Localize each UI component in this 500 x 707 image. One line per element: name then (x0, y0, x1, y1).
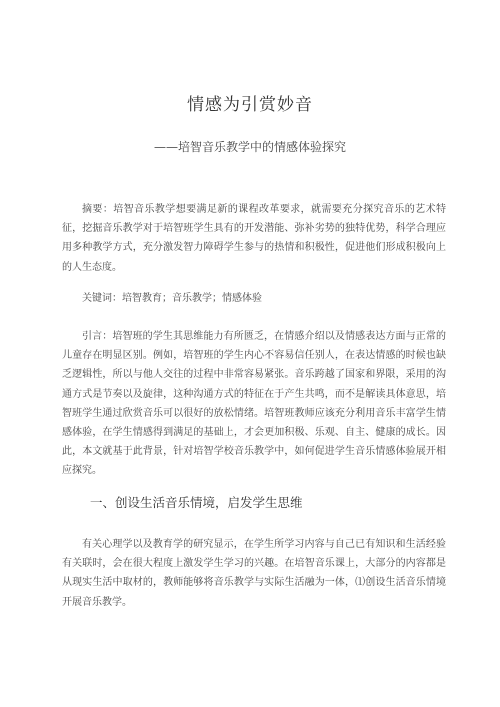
section-heading: 一、创设生活音乐情境，启发学生思维 (90, 495, 303, 510)
introduction-paragraph: 引言：培智班的学生其思维能力有所匮乏，在情感介绍以及情感表达方面与正常的儿童存在明显区别。例如，培智班的学生内心不容易信任别人，在表达情感的时候也缺乏逻辑性，所以与他人交往的过程中非常容易紧张。音乐跨越了国家和界限，采用的沟通方式是节奏以及旋律，这种沟通方式的特征在于产生共鸣，而不是解读具体意思，培智班学生通过欣赏音乐可以很好的放松情绪。培智班教师应该充分利用音乐丰富学生情感体验，在学生情感得到满足的基础上，才会更加积极、乐观、自主、健康的成长。因此，本文就基于此背景，针对培智学校音乐教学中，如何促进学生音乐情感体验展开相应探究。 (62, 331, 446, 477)
body-paragraph: 有关心理学以及教育学的研究显示，在学生所学习内容与自己已有知识和生活经验有关联时，会在很大程度上激发学生学习的兴趣。在培智音乐课上，大部分的内容都是从现实生活中取材的，教师能够将音乐教学与实际生活融为一体，⑴创设生活音乐情境开展音乐教学。 (62, 539, 446, 608)
abstract-paragraph: 摘要：培智音乐教学想要满足新的课程改革要求，就需要充分探究音乐的艺术特征，挖掘音乐教学对于培智班学生具有的开发潜能、弥补劣势的独特优势，科学合理应用多种教学方式，充分激发智力障碍学生参与的热情和积极性，促进他们形成积极向上的人生态度。 (62, 204, 446, 273)
keywords-paragraph: 关键词：培智教育；音乐教学；情感体验 (82, 293, 262, 304)
page-title: 情感为引赏妙音 (187, 95, 313, 115)
page-subtitle: ——培智音乐教学中的情感体验探究 (153, 140, 346, 154)
